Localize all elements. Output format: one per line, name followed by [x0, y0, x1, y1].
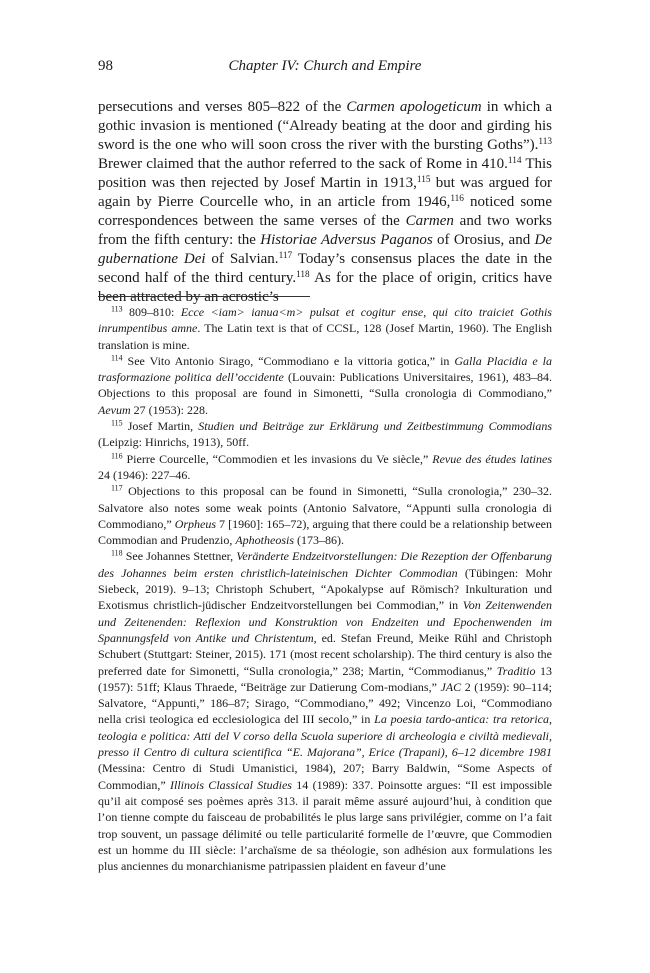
- text-run: , ed. Stefan Freund, Meike Rühl and Christoph Schubert (Stuttgart: Steiner, 2015). 171 (most recent scholarship). The third century is also the preferred date for Simonetti, “Sulla cronologia,” 238; Martin, “Commodianus,”: [98, 630, 553, 678]
- italic-text: Carmen: [405, 213, 454, 229]
- text-run: in which a gothic invasion is mentioned (“Already beating at the door and girding his sword is the one who will soon cross the river with the bursting Goths”).: [98, 99, 553, 153]
- text-run: of Orosius, and: [432, 232, 535, 248]
- footnotes: [98, 304, 552, 874]
- text-run: noticed some correspondences between the same verses of the: [98, 194, 552, 229]
- italic-text: JAC: [440, 679, 462, 694]
- text-run: and two works from the fifth century: the: [98, 213, 552, 248]
- italic-text: Von Zeitenwenden und Zeitenenden: Reflexion und Konstruktion von Endzeiten und Epochenwenden im Spannungsfeld von Antike und Christentum: [98, 598, 552, 645]
- italic-text: Aphotheosis: [235, 533, 294, 548]
- text-run: 27 (1953): 228.: [130, 402, 208, 417]
- note-marker: 116: [450, 193, 464, 204]
- footnote-separator: [98, 296, 310, 297]
- body-paragraph: [98, 98, 552, 307]
- note-marker: 114: [507, 155, 522, 166]
- note-marker: 113: [111, 304, 123, 314]
- text-run: (Tübingen: Mohr Siebeck, 2019). 9–13; Christoph Schubert, “Apokalypse auf Römisch? Inkulturation und Exotismus christlich-jüdischer Endzeitvorstellungen bei Commodian,” in: [98, 565, 552, 613]
- italic-text: Traditio: [496, 663, 536, 678]
- main-text: [98, 98, 552, 307]
- footnote: [98, 548, 552, 874]
- text-run: See Johannes Stettner,: [122, 549, 237, 564]
- note-marker: 116: [111, 451, 123, 461]
- text-run: 24 (1946): 227–46.: [98, 467, 191, 482]
- note-marker: 117: [278, 250, 293, 261]
- text-run: but was argued for again by Pierre Courcelle who, in an article from 1946,: [98, 175, 552, 210]
- text-run: 13 (1957): 51ff; Klaus Thraede, “Beiträge zur Datierung Com-modians,”: [98, 663, 552, 694]
- text-run: As for the place of origin, critics have been attracted by an acrostic’s: [98, 270, 552, 305]
- text-run: (Leipzig: Hinrichs, 1913), 50ff.: [98, 435, 250, 450]
- note-marker: 118: [111, 549, 123, 559]
- page-number: 98: [98, 58, 113, 74]
- italic-text: Veränderte Endzeitvorstellungen: Die Rezeption der Offenbarung des Johannes beim ersten christlich-lateinischen Dichter Commodian: [98, 549, 552, 580]
- italic-text: Carmen apologeticum: [346, 99, 482, 115]
- note-marker: 114: [111, 353, 123, 363]
- text-run: Josef Martin,: [122, 419, 199, 434]
- text-run: Objections to this proposal can be found in Simonetti, “Sulla cronologia,” 230–32. Salvatore also notes some weak points (Antonio Salvatore, “Appunti sulla cronologia di Commodiano,”: [98, 484, 552, 531]
- text-run: of Salvian.: [205, 251, 279, 267]
- italic-text: Aevum: [98, 402, 131, 417]
- text-run: (Messina: Centro di Studi Umanistici, 1984), 207; Barry Baldwin, “Some Aspects of Commodian,”: [98, 761, 552, 792]
- text-run: 7 [1960]: 165–72), arguing that there could be a relationship between Commodian and Prudenzio,: [98, 516, 552, 548]
- italic-text: La poesia tardo-antica: tra retorica, teologia e politica: Atti del V corso della Scuola superiore di archeologia e civiltà medievali, presso il Centro di cultura scientifica “E. Majorana”, Erice (Trapani), 6–12 dicembre 1981: [98, 712, 552, 760]
- italic-text: Historiae Adversus Paganos: [260, 232, 433, 248]
- note-marker: 118: [296, 269, 310, 280]
- text-run: (173–86).: [294, 533, 344, 548]
- italic-text: Galla Placidia e la trasformazione politica dell’occidente: [98, 353, 552, 385]
- text-run: 809–810:: [122, 305, 181, 319]
- footnote: [98, 304, 552, 353]
- text-run: See Vito Antonio Sirago, “Commodiano e la vittoria gotica,” in: [122, 353, 455, 368]
- text-run: (Louvain: Publications Universitaires, 1961), 483–84. Objections to this proposal are found in Simonetti, “Sulla cronologia di Commodiano,”: [98, 370, 552, 401]
- note-marker: 115: [416, 174, 431, 185]
- italic-text: Revue des études latines: [432, 451, 552, 466]
- text-run: This position was then rejected by Josef Martin in 1913,: [98, 156, 552, 191]
- text-run: Pierre Courcelle, “Commodien et les invasions du Ve siècle,”: [122, 451, 433, 466]
- text-run: Brewer claimed that the author referred to the sack of Rome in 410.: [98, 156, 508, 172]
- footnote: [98, 451, 552, 484]
- italic-text: Studien und Beiträge zur Erklärung und Zeitbestimmung Commodians: [198, 419, 552, 434]
- footnote: [98, 418, 552, 451]
- text-run: persecutions and verses 805–822 of the: [98, 99, 347, 115]
- note-marker: 113: [538, 136, 552, 147]
- text-run: . The Latin text is that of CCSL, 128 (Josef Martin, 1960). The English translation is mine.: [98, 321, 553, 352]
- italic-text: Orpheus: [174, 516, 217, 531]
- note-marker: 115: [111, 418, 123, 428]
- footnote: [98, 353, 552, 418]
- text-run: Today’s consensus places the date in the second half of the third century.: [98, 251, 552, 286]
- footnote: [98, 483, 552, 548]
- text-run: 14 (1989): 337. Poinsotte argues: “Il est impossible qu’il ait composé ses poèmes après 313. il parait même assuré aujourd’hui, à condition que l’on tienne compte du faisceau de probabilités le plus large sans privilégier, comme on l’a fait trop souvent, un passage délimité ou telle particularité formelle de l’œuvre, que Commodien est un homme du III siècle: l’archaïsme de sa théologie, son adhésion aux formulations les plus anciennes du monarchianisme patripassien plaident en faveur d’une: [98, 777, 552, 874]
- italic-text: Illinois Classical Studies: [169, 777, 292, 792]
- running-head: Chapter IV: Church and Empire: [228, 58, 422, 74]
- text-run: 2 (1959): 90–114; Salvatore, “Appunti,” 186–87; Sirago, “Commodiano,” 492; Vincenzo Loi, “Commodiano nella crisi teologica ed ecclesiologica del III secolo,” in: [98, 679, 553, 727]
- note-marker: 117: [111, 483, 123, 493]
- italic-text: Ecce <iam> ianua<m> pulsat et cogitur ense, qui cito traiciet Gothis inrumpentibus amne: [98, 305, 552, 336]
- italic-text: De gubernatione Dei: [98, 232, 553, 267]
